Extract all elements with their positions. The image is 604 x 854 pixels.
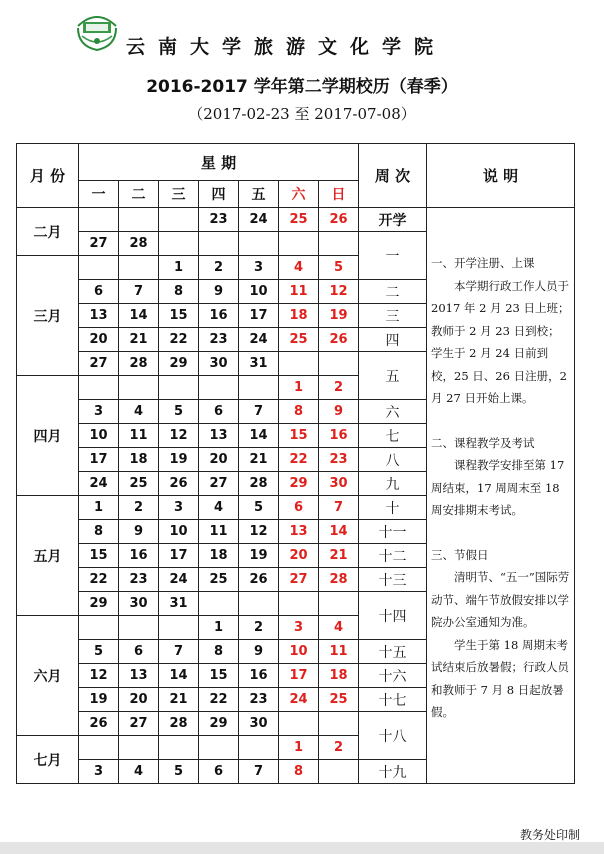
day-cell: 2 [319,376,359,400]
day-cell: 16 [119,544,159,568]
day-cell: 7 [119,280,159,304]
day-cell: 26 [319,208,359,232]
day-cell: 25 [279,208,319,232]
day-cell: 3 [239,256,279,280]
week-number: 一 [359,232,427,280]
day-cell [159,616,199,640]
day-cell: 8 [279,760,319,784]
day-cell: 26 [79,712,119,736]
day-cell [319,232,359,256]
day-cell: 23 [199,328,239,352]
day-cell: 16 [239,664,279,688]
date-range: （2017-02-23 至 2017-07-08） [188,105,416,123]
day-cell: 25 [199,568,239,592]
day-cell: 14 [119,304,159,328]
day-cell: 15 [199,664,239,688]
day-cell: 7 [159,640,199,664]
day-cell: 27 [79,352,119,376]
day-cell: 11 [199,520,239,544]
day-cell: 21 [159,688,199,712]
day-cell: 25 [319,688,359,712]
day-cell: 11 [119,424,159,448]
week-number: 十三 [359,568,427,592]
day-cell: 19 [159,448,199,472]
day-cell: 8 [199,640,239,664]
day-cell: 13 [279,520,319,544]
week-number: 三 [359,304,427,328]
notes-panel [427,208,575,784]
day-cell: 14 [239,424,279,448]
day-cell [159,208,199,232]
day-cell [159,376,199,400]
day-cell: 26 [319,328,359,352]
day-cell [79,736,119,760]
note-paragraph: 本学期行政工作人员于 2017 年 2 月 23 日上班；教师于 2 月 23 日到校；学生于 2 月 24 日前到校，25 日、26 日注册，2 月 27 日开始上课。 [431,278,570,405]
day-cell: 6 [79,280,119,304]
day-cell [279,232,319,256]
month-label: 四月 [17,376,79,496]
day-cell: 24 [239,208,279,232]
day-cell: 21 [239,448,279,472]
day-cell: 18 [199,544,239,568]
day-cell [279,352,319,376]
day-cell: 17 [79,448,119,472]
week-number: 四 [359,328,427,352]
day-cell: 3 [279,616,319,640]
day-cell [79,376,119,400]
month-label: 三月 [17,256,79,376]
day-cell [79,616,119,640]
day-cell: 17 [279,664,319,688]
week-number: 九 [359,472,427,496]
day-cell [319,352,359,376]
week-number-header: 周 次 [359,144,427,208]
day-cell: 1 [279,736,319,760]
day-cell [319,712,359,736]
day-cell [199,592,239,616]
month-label: 七月 [17,736,79,784]
day-cell: 5 [319,256,359,280]
day-cell [279,592,319,616]
day-cell: 1 [199,616,239,640]
day-cell: 4 [279,256,319,280]
day-cell: 6 [199,760,239,784]
note-section-title: 三、节假日 [431,547,489,562]
day-cell: 11 [319,640,359,664]
day-cell: 7 [239,400,279,424]
day-cell [119,208,159,232]
day-cell: 30 [319,472,359,496]
day-cell: 27 [79,232,119,256]
day-cell: 10 [159,520,199,544]
day-cell: 7 [239,760,279,784]
day-cell: 24 [279,688,319,712]
day-cell: 28 [119,352,159,376]
university-logo-icon [72,6,122,54]
day-cell: 30 [119,592,159,616]
week-number: 十八 [359,712,427,760]
day-cell: 10 [79,424,119,448]
day-cell: 21 [119,328,159,352]
week-number: 六 [359,400,427,424]
day-cell: 12 [319,280,359,304]
day-cell: 5 [79,640,119,664]
month-label: 二月 [17,208,79,256]
day-cell: 25 [279,328,319,352]
day-cell [79,256,119,280]
weekday-wed: 三 [159,181,199,208]
day-cell: 19 [239,544,279,568]
day-cell: 30 [239,712,279,736]
week-number: 五 [359,352,427,400]
day-cell: 20 [279,544,319,568]
weekday-sun: 日 [319,181,359,208]
day-cell [119,736,159,760]
day-cell: 24 [79,472,119,496]
day-cell: 18 [119,448,159,472]
day-cell: 23 [239,688,279,712]
calendar-row [17,208,575,232]
day-cell [199,376,239,400]
day-cell: 6 [119,640,159,664]
day-cell: 24 [239,328,279,352]
weekday-mon: 一 [79,181,119,208]
day-cell: 29 [79,592,119,616]
day-cell: 22 [159,328,199,352]
day-cell: 21 [319,544,359,568]
day-cell [159,232,199,256]
day-cell: 16 [199,304,239,328]
day-cell: 1 [159,256,199,280]
day-cell: 4 [319,616,359,640]
day-cell: 29 [279,472,319,496]
day-cell: 19 [319,304,359,328]
day-cell [199,232,239,256]
day-cell: 27 [279,568,319,592]
week-number: 十 [359,496,427,520]
day-cell: 9 [199,280,239,304]
day-cell: 4 [119,400,159,424]
day-cell: 14 [159,664,199,688]
day-cell: 1 [279,376,319,400]
day-cell [239,592,279,616]
day-cell: 5 [239,496,279,520]
day-cell: 23 [119,568,159,592]
day-cell: 12 [239,520,279,544]
note-section-title: 二、课程教学及考试 [431,435,535,450]
day-cell: 17 [239,304,279,328]
calendar-body [17,144,575,784]
day-cell: 4 [199,496,239,520]
day-cell [319,760,359,784]
day-cell: 2 [319,736,359,760]
day-cell [119,256,159,280]
day-cell: 29 [159,352,199,376]
day-cell: 2 [199,256,239,280]
day-cell: 15 [159,304,199,328]
day-cell: 14 [319,520,359,544]
day-cell: 5 [159,760,199,784]
day-cell: 20 [119,688,159,712]
day-cell: 22 [199,688,239,712]
day-cell: 31 [239,352,279,376]
day-cell: 25 [119,472,159,496]
day-cell [119,616,159,640]
day-cell [279,712,319,736]
week-number: 七 [359,424,427,448]
day-cell: 20 [199,448,239,472]
note-paragraph: 学生于第 18 周期末考试结束后放暑假；行政人员和教师于 7 月 8 日起放暑假。 [431,637,569,719]
day-cell: 10 [239,280,279,304]
day-cell [199,736,239,760]
day-cell: 31 [159,592,199,616]
day-cell: 18 [279,304,319,328]
day-cell: 11 [279,280,319,304]
day-cell: 22 [279,448,319,472]
note-section-title: 一、开学注册、上课 [431,256,535,270]
day-cell: 28 [319,568,359,592]
day-cell: 6 [279,496,319,520]
weekday-header: 星 期 [79,144,359,181]
day-cell: 3 [159,496,199,520]
week-number: 十一 [359,520,427,544]
day-cell: 9 [239,640,279,664]
day-cell: 15 [279,424,319,448]
day-cell: 24 [159,568,199,592]
weekday-thu: 四 [199,181,239,208]
day-cell: 23 [199,208,239,232]
day-cell: 20 [79,328,119,352]
day-cell: 3 [79,400,119,424]
day-cell: 29 [199,712,239,736]
day-cell: 19 [79,688,119,712]
day-cell: 16 [319,424,359,448]
week-number: 十二 [359,544,427,568]
day-cell [79,208,119,232]
week-number: 十七 [359,688,427,712]
day-cell [239,232,279,256]
day-cell: 4 [119,760,159,784]
page-title: 2016-2017 学年第二学期校历（春季） [146,77,458,97]
weekday-tue: 二 [119,181,159,208]
day-cell: 13 [79,304,119,328]
day-cell: 22 [79,568,119,592]
day-cell: 12 [159,424,199,448]
day-cell [159,736,199,760]
day-cell: 26 [159,472,199,496]
day-cell: 18 [319,664,359,688]
day-cell: 2 [239,616,279,640]
week-number: 十四 [359,592,427,640]
day-cell: 28 [159,712,199,736]
university-name: 云南大学旅游文化学院 [126,36,447,58]
day-cell: 15 [79,544,119,568]
weekday-fri: 五 [239,181,279,208]
day-cell: 6 [199,400,239,424]
day-cell: 1 [79,496,119,520]
day-cell: 27 [199,472,239,496]
day-cell [119,376,159,400]
week-number: 开学 [359,208,427,232]
day-cell: 30 [199,352,239,376]
day-cell: 26 [239,568,279,592]
footer-printer: 教务处印制 [519,828,580,842]
month-label: 六月 [17,616,79,736]
calendar-table [16,143,575,784]
day-cell: 7 [319,496,359,520]
week-number: 十六 [359,664,427,688]
day-cell: 13 [199,424,239,448]
week-number: 八 [359,448,427,472]
month-label: 五月 [17,496,79,616]
day-cell: 13 [119,664,159,688]
week-number: 二 [359,280,427,304]
day-cell [319,592,359,616]
day-cell: 28 [119,232,159,256]
day-cell: 9 [119,520,159,544]
day-cell: 10 [279,640,319,664]
weekday-sat: 六 [279,181,319,208]
bottom-bar [0,842,604,854]
day-cell: 5 [159,400,199,424]
day-cell: 2 [119,496,159,520]
note-paragraph: 课程教学安排至第 17 周结束，17 周周末至 18 周安排期末考试。 [431,458,565,517]
day-cell: 8 [159,280,199,304]
day-cell: 9 [319,400,359,424]
day-cell: 12 [79,664,119,688]
day-cell: 23 [319,448,359,472]
note-paragraph: 清明节、“五一”国际劳动节、端午节放假安排以学院办公室通知为准。 [431,570,570,629]
day-cell: 17 [159,544,199,568]
day-cell: 3 [79,760,119,784]
day-cell: 28 [239,472,279,496]
day-cell [239,376,279,400]
notes-header: 说 明 [427,144,575,208]
day-cell: 8 [79,520,119,544]
week-number: 十五 [359,640,427,664]
day-cell: 27 [119,712,159,736]
day-cell: 8 [279,400,319,424]
day-cell [239,736,279,760]
week-number: 十九 [359,760,427,784]
month-header: 月 份 [17,144,79,208]
